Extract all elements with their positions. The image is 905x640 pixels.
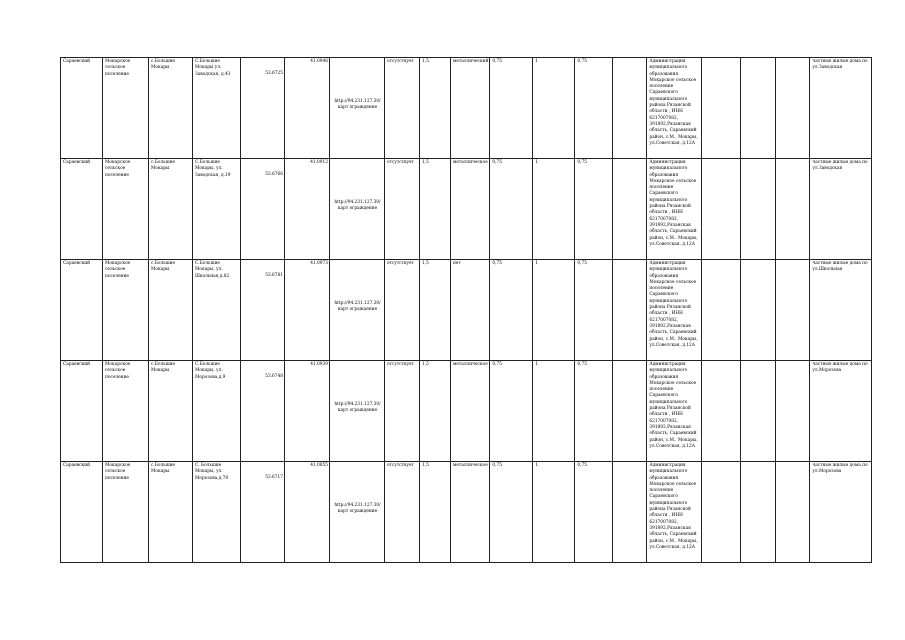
settlement-text: Мокарское сельское поселение [105, 362, 131, 380]
surface-text: металлическое [453, 362, 488, 367]
area-text: 1,5 [422, 261, 429, 266]
empty-cell [702, 462, 741, 563]
surface-text: металлическое [453, 160, 488, 165]
count-text: 1 [535, 59, 539, 64]
district-cell [61, 159, 103, 260]
address-text: С.Большие Мокары ул. Заводская, д.43 [195, 59, 231, 77]
latitude-text: 53.6717 [265, 475, 283, 480]
district-text: Сараевский [63, 160, 90, 165]
latitude-cell [241, 58, 285, 159]
longitude-cell [285, 58, 330, 159]
note-cell [810, 58, 872, 159]
longitude-cell [285, 159, 330, 260]
longitude-text: 41.0973 [310, 261, 328, 266]
locality-text: с.Большие Мокары [151, 261, 175, 273]
district-text: Сараевский [63, 463, 90, 468]
area-cell [420, 260, 451, 361]
latitude-cell [241, 462, 285, 563]
map-link[interactable]: http://94.231.127.30/карт ограждение [334, 503, 381, 515]
district-cell [61, 260, 103, 361]
note-text: частные жилые дома по ул.Морозова [812, 362, 868, 374]
address-text: С.Большие Мокары, ул. Морозова,д.9 [195, 362, 226, 380]
settlement-cell [103, 58, 149, 159]
latitude-text: 53.6766 [265, 172, 283, 177]
container-area-cell [490, 462, 533, 563]
empty-cell [776, 361, 810, 462]
surface-cell [451, 361, 490, 462]
volume-text: 0,75 [577, 463, 587, 468]
count-cell [533, 361, 575, 462]
table-row [61, 159, 872, 260]
volume-cell [575, 361, 613, 462]
fence-cell [385, 462, 420, 563]
empty-cell [613, 260, 647, 361]
count-cell [533, 462, 575, 563]
latitude-cell [241, 361, 285, 462]
address-text: С.Большие Мокары, ул. Школьная,д.82 [195, 261, 230, 279]
fence-text: отсутствует [387, 59, 414, 64]
settlement-text: Мокарское сельское поселение [105, 261, 131, 279]
table-row [61, 58, 872, 159]
latitude-text: 53.6725 [265, 71, 283, 76]
volume-text: 0,75 [577, 160, 587, 165]
map-link[interactable]: http://94.231.127.30/карт ограждение [334, 99, 381, 111]
empty-cell [702, 159, 741, 260]
empty-cell [741, 361, 776, 462]
owner-text: Администрация муниципального образования Мокарское сельское поселение Сараевского муниципального района Рязанской области , ИНН 6217007082, 391892,Рязанская область, Сараевский район, с.М.. Мокары, ул.Советская, д.12А [649, 463, 698, 550]
district-cell [61, 58, 103, 159]
latitude-text: 53.6781 [265, 273, 283, 278]
count-cell [533, 159, 575, 260]
owner-cell [647, 361, 702, 462]
owner-cell [647, 260, 702, 361]
map-link[interactable]: http://94.231.127.30/карт ограждение [334, 402, 381, 414]
container-area-text: 0,75 [492, 261, 502, 266]
surface-cell [451, 260, 490, 361]
container-sites-table [60, 57, 872, 563]
settlement-text: Мокарское сельское поселение [105, 160, 131, 178]
container-area-cell [490, 58, 533, 159]
note-cell [810, 260, 872, 361]
locality-text: с.Большие Мокары [151, 463, 175, 475]
latitude-cell [241, 260, 285, 361]
fence-text: отсутствует [387, 261, 414, 266]
settlement-cell [103, 159, 149, 260]
settlement-text: Мокарское сельское поселение [105, 59, 131, 77]
container-area-cell [490, 361, 533, 462]
count-text: 1 [535, 463, 539, 468]
surface-text: металлическое [453, 463, 488, 468]
locality-text: с.Большие Мокары [151, 160, 175, 172]
note-text: частные жилые дома по ул.Заводская [812, 160, 868, 172]
map-link[interactable]: http://94.231.127.30/карт ограждение [334, 301, 381, 313]
map-link-cell[interactable] [330, 361, 385, 462]
volume-text: 0,75 [577, 261, 587, 266]
volume-cell [575, 260, 613, 361]
map-link[interactable]: http://94.231.127.30/карт ограждение [334, 200, 381, 212]
district-cell [61, 462, 103, 563]
address-text: С. Большие Мокары, ул. Морозова,д.78 [195, 463, 229, 481]
note-cell [810, 159, 872, 260]
area-text: 1,5 [422, 463, 429, 468]
count-cell [533, 260, 575, 361]
surface-text: нет [453, 261, 461, 266]
table-row [61, 361, 872, 462]
note-cell [810, 361, 872, 462]
table-row [61, 462, 872, 563]
owner-cell [647, 58, 702, 159]
latitude-cell [241, 159, 285, 260]
locality-cell [149, 159, 193, 260]
address-cell [193, 260, 241, 361]
owner-text: Администрация муниципального образования Мокарское сельское поселение Сараевского муниципального района Рязанской области , ИНН 6217007082, 391892,Рязанская область, Сараевский район, с.М.. Мокары, ул.Советская, д.12А [649, 261, 698, 348]
map-link-cell[interactable] [330, 462, 385, 563]
empty-cell [613, 361, 647, 462]
surface-cell [451, 462, 490, 563]
container-area-text: 0,75 [492, 362, 502, 367]
area-cell [420, 462, 451, 563]
map-link-cell[interactable] [330, 260, 385, 361]
surface-text: металлический [453, 59, 489, 64]
address-cell [193, 462, 241, 563]
owner-text: Администрация муниципального образования Мокарское сельское поселение Сараевского муниципального района Рязанской области , ИНН 6217007082, 391892,Рязанская область, Сараевский район, с.М.. Мокары, ул.Советская, д.12А [649, 362, 698, 449]
empty-cell [702, 58, 741, 159]
longitude-text: 41.0855 [310, 463, 328, 468]
area-cell [420, 361, 451, 462]
note-cell [810, 462, 872, 563]
address-text: С.Большие Мокары, ул. Заводская, д.19 [195, 160, 231, 178]
area-text: 1,5 [422, 160, 429, 165]
fence-cell [385, 159, 420, 260]
address-cell [193, 58, 241, 159]
area-text: 1,5 [422, 362, 429, 367]
empty-cell [741, 260, 776, 361]
empty-cell [613, 159, 647, 260]
empty-cell [741, 159, 776, 260]
settlement-cell [103, 361, 149, 462]
locality-text: с.Большие Мокары [151, 59, 175, 71]
fence-cell [385, 58, 420, 159]
area-cell [420, 58, 451, 159]
empty-cell [776, 462, 810, 563]
locality-cell [149, 58, 193, 159]
map-link-cell[interactable] [330, 159, 385, 260]
empty-cell [776, 260, 810, 361]
count-text: 1 [535, 362, 539, 367]
note-text: частные жилые дома по ул.Заводская [812, 59, 868, 71]
owner-text: Администрация муниципального образования Мокарское сельское поселение Сараевского муниципального района Рязанской области , ИНН 6217007082, 391892,Рязанская область, Сараевский район, с.М.. Мокары, ул.Советская, д.12А [649, 160, 698, 247]
locality-cell [149, 462, 193, 563]
longitude-text: 41.0912 [310, 160, 328, 165]
note-text: частные жилые дома по ул.Школьная [812, 261, 868, 273]
empty-cell [613, 58, 647, 159]
surface-cell [451, 58, 490, 159]
address-cell [193, 159, 241, 260]
container-area-cell [490, 159, 533, 260]
empty-cell [741, 58, 776, 159]
settlement-text: Мокарское сельское поселение [105, 463, 131, 481]
count-text: 1 [535, 261, 539, 266]
owner-cell [647, 159, 702, 260]
area-text: 1,5 [422, 59, 429, 64]
latitude-text: 53.6748 [265, 374, 283, 379]
district-text: Сараевский [63, 261, 90, 266]
fence-cell [385, 260, 420, 361]
longitude-text: 41.0939 [310, 362, 328, 367]
note-text: частные жилые дома по ул.Морозова [812, 463, 868, 475]
volume-text: 0,75 [577, 362, 587, 367]
map-link-cell[interactable] [330, 58, 385, 159]
address-cell [193, 361, 241, 462]
owner-text: Администрация муниципального образования Мокарское сельское поселение Сараевского муниципального района Рязанской области , ИНН 6217007082, 391892,Рязанская область, Сараевский район, с.М.. Мокары, ул.Советская, д.12А [649, 59, 698, 146]
empty-cell [702, 361, 741, 462]
longitude-cell [285, 260, 330, 361]
empty-cell [776, 159, 810, 260]
longitude-cell [285, 361, 330, 462]
fence-text: отсутствует [387, 160, 414, 165]
area-cell [420, 159, 451, 260]
container-area-text: 0,75 [492, 463, 502, 468]
count-text: 1 [535, 160, 539, 165]
locality-cell [149, 361, 193, 462]
empty-cell [613, 462, 647, 563]
fence-cell [385, 361, 420, 462]
empty-cell [702, 260, 741, 361]
container-area-text: 0,75 [492, 160, 502, 165]
fence-text: отсутствует [387, 463, 414, 468]
container-area-text: 0,75 [492, 59, 502, 64]
locality-cell [149, 260, 193, 361]
settlement-cell [103, 260, 149, 361]
surface-cell [451, 159, 490, 260]
empty-cell [776, 58, 810, 159]
volume-text: 0,75 [577, 59, 587, 64]
volume-cell [575, 159, 613, 260]
district-text: Сараевский [63, 362, 90, 367]
longitude-text: 41.0946 [310, 59, 328, 64]
settlement-cell [103, 462, 149, 563]
table-row [61, 260, 872, 361]
volume-cell [575, 462, 613, 563]
fence-text: отсутствует [387, 362, 414, 367]
container-area-cell [490, 260, 533, 361]
count-cell [533, 58, 575, 159]
owner-cell [647, 462, 702, 563]
locality-text: с.Большие Мокары [151, 362, 175, 374]
district-cell [61, 361, 103, 462]
empty-cell [741, 462, 776, 563]
longitude-cell [285, 462, 330, 563]
volume-cell [575, 58, 613, 159]
district-text: Сараевский [63, 59, 90, 64]
